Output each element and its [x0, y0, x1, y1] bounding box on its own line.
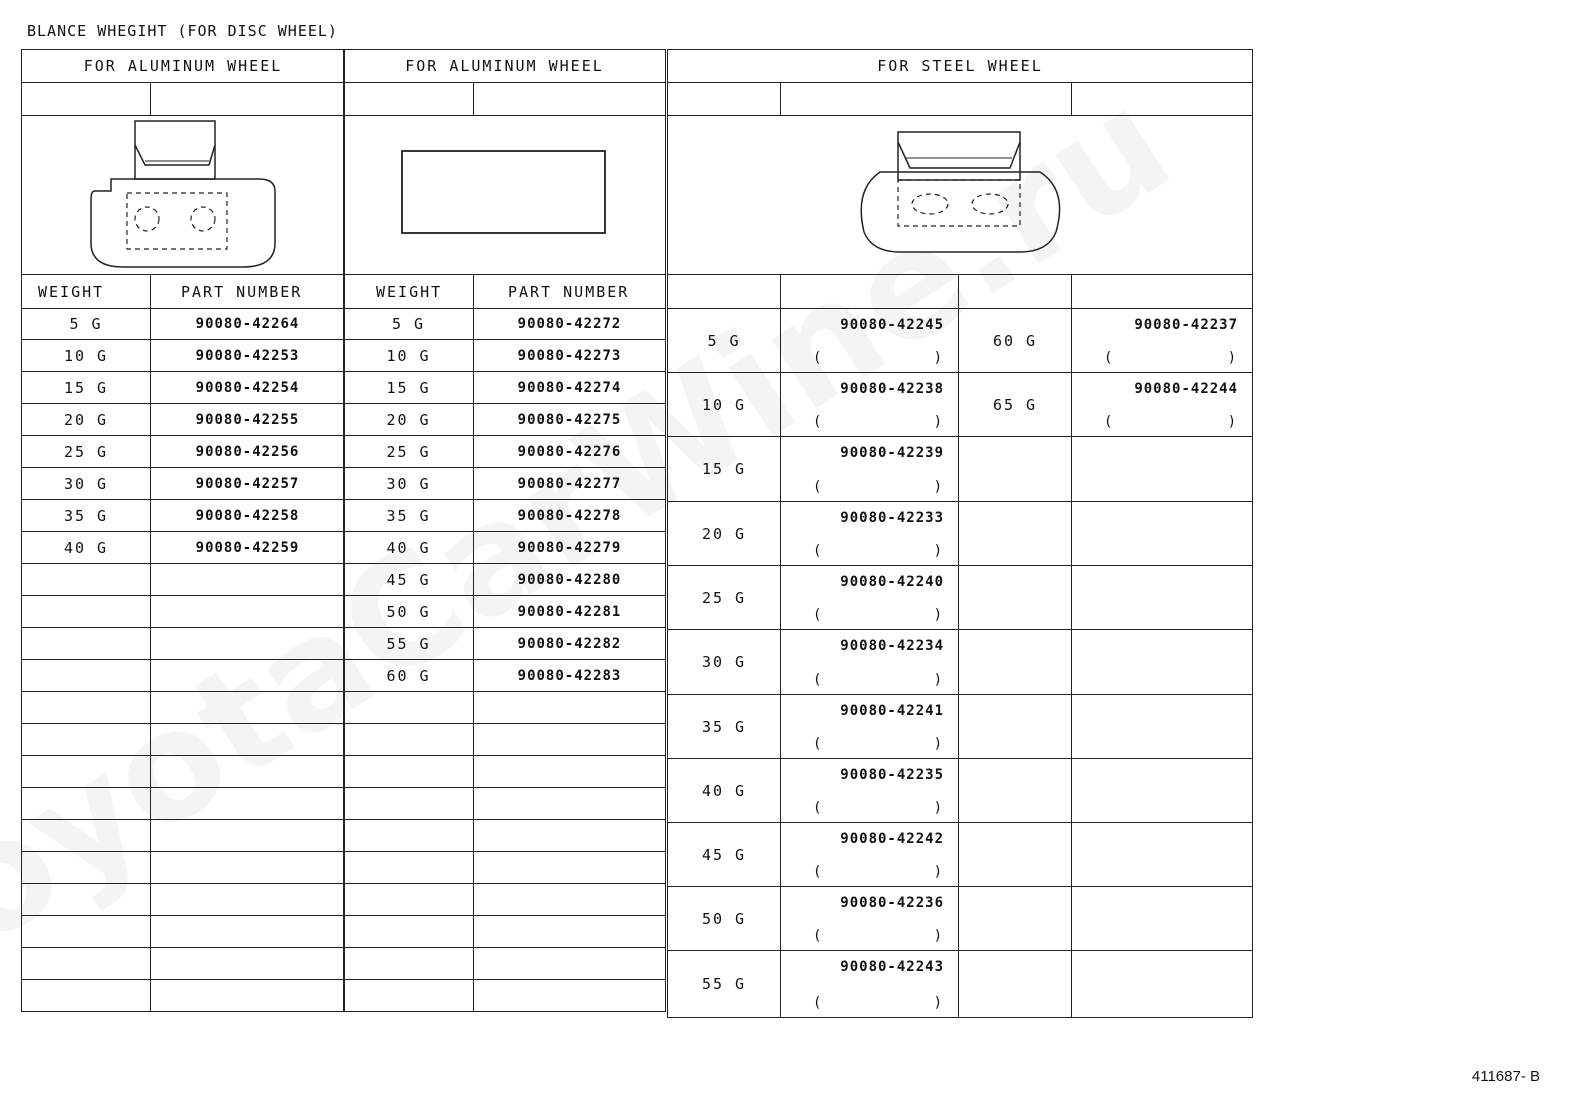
weight-column-header: WEIGHT	[344, 275, 474, 309]
table-row	[344, 564, 666, 596]
part-number-cell	[781, 695, 959, 759]
blank-cell	[1072, 951, 1253, 1018]
weight-value: 10 G	[22, 340, 151, 372]
part-number: 90080-42245	[840, 317, 944, 333]
weight-value: 20 G	[344, 404, 474, 436]
part-number: 90080-42282	[474, 628, 666, 660]
weight-value: 20 G	[668, 502, 781, 566]
part-number: 90080-42236	[840, 895, 944, 911]
weight-value: 5 G	[668, 309, 781, 373]
blank-cell	[959, 759, 1072, 823]
table-row	[22, 500, 345, 532]
table-row	[22, 532, 345, 564]
paren-open: (	[813, 928, 822, 944]
weight-value: 45 G	[344, 564, 474, 596]
part-number-column-header: PART NUMBER	[474, 275, 666, 309]
weight-value: 5 G	[344, 309, 474, 340]
blank-cell	[1072, 83, 1253, 116]
paren-open: (	[813, 995, 822, 1011]
table-row	[344, 532, 666, 564]
part-number: 90080-42276	[474, 436, 666, 468]
blank-cell	[344, 852, 474, 884]
blank-cell	[151, 948, 345, 980]
aluminum-clip-weight-table	[21, 49, 345, 1012]
blank-cell	[959, 437, 1072, 502]
weight-value: 15 G	[344, 372, 474, 404]
blank-cell	[959, 887, 1072, 951]
part-number: 90080-42273	[474, 340, 666, 372]
weight-value: 45 G	[668, 823, 781, 887]
part-number: 90080-42238	[840, 381, 944, 397]
blank-cell	[959, 275, 1072, 309]
weight-value: 25 G	[22, 436, 151, 468]
paren-close: )	[933, 350, 942, 366]
table-row	[344, 340, 666, 372]
weight-value: 5 G	[22, 309, 151, 340]
weight-value: 35 G	[22, 500, 151, 532]
blank-cell	[959, 823, 1072, 887]
part-number: 90080-42257	[151, 468, 345, 500]
part-number: 90080-42254	[151, 372, 345, 404]
paren-close: )	[1227, 414, 1237, 430]
document-id: 411687- B	[1471, 1068, 1540, 1085]
blank-cell	[22, 916, 151, 948]
blank-cell	[22, 724, 151, 756]
clip-weight-drawing	[83, 117, 283, 269]
aluminum-adhesive-weight-table	[343, 49, 666, 1012]
blank-cell	[151, 884, 345, 916]
part-number: 90080-42244	[1134, 381, 1239, 397]
blank-cell	[474, 788, 666, 820]
table-row	[668, 823, 1253, 887]
weight-value: 30 G	[668, 630, 781, 695]
part-number: 90080-42278	[474, 500, 666, 532]
table-row	[668, 437, 1253, 502]
blank-cell	[959, 951, 1072, 1018]
blank-cell	[22, 596, 151, 628]
blank-cell	[344, 756, 474, 788]
blank-cell	[22, 852, 151, 884]
weight-value: 60 G	[344, 660, 474, 692]
blank-cell	[1072, 437, 1253, 502]
blank-cell	[474, 916, 666, 948]
paren-close: )	[933, 414, 942, 430]
table-row	[344, 628, 666, 660]
paren-close: )	[933, 928, 942, 944]
blank-cell	[781, 83, 1072, 116]
table-row	[22, 468, 345, 500]
blank-cell	[151, 628, 345, 660]
blank-cell	[344, 724, 474, 756]
blank-cell	[151, 692, 345, 724]
part-number-column-header: PART NUMBER	[151, 275, 345, 309]
part-number-cell	[781, 502, 959, 566]
part-number-cell	[781, 823, 959, 887]
adhesive-weight-drawing	[400, 148, 610, 238]
part-number: 90080-42280	[474, 564, 666, 596]
table-row	[344, 468, 666, 500]
part-number: 90080-42233	[840, 510, 944, 526]
blank-cell	[474, 83, 666, 116]
part-number: 90080-42258	[151, 500, 345, 532]
paren-open: (	[1104, 350, 1113, 366]
blank-cell	[22, 564, 151, 596]
table-row	[344, 660, 666, 692]
weight-value: 35 G	[344, 500, 474, 532]
paren-close: )	[933, 672, 942, 688]
blank-cell	[1072, 887, 1253, 951]
table-row	[344, 500, 666, 532]
blank-cell	[474, 884, 666, 916]
blank-cell	[474, 756, 666, 788]
paren-open: (	[813, 543, 822, 559]
blank-cell	[344, 83, 474, 116]
blank-cell	[344, 820, 474, 852]
part-number-cell	[781, 437, 959, 502]
paren-close: )	[933, 800, 942, 816]
blank-cell	[151, 916, 345, 948]
table-row	[22, 309, 345, 340]
part-number: 90080-42240	[840, 574, 944, 590]
part-number: 90080-42255	[151, 404, 345, 436]
weight-value: 15 G	[668, 437, 781, 502]
part-number-cell	[781, 630, 959, 695]
blank-cell	[1072, 502, 1253, 566]
part-number: 90080-42242	[840, 831, 944, 847]
part-number: 90080-42264	[151, 309, 345, 340]
part-number: 90080-42283	[474, 660, 666, 692]
table-row	[668, 566, 1253, 630]
part-number-cell	[781, 759, 959, 823]
blank-cell	[22, 692, 151, 724]
blank-cell	[1072, 823, 1253, 887]
part-number: 90080-42277	[474, 468, 666, 500]
weight-value: 50 G	[344, 596, 474, 628]
blank-cell	[1072, 695, 1253, 759]
blank-cell	[959, 502, 1072, 566]
blank-cell	[22, 628, 151, 660]
blank-cell	[22, 980, 151, 1012]
table-row	[344, 309, 666, 340]
paren-open: (	[813, 736, 822, 752]
table-row	[22, 404, 345, 436]
blank-cell	[22, 660, 151, 692]
table-row	[344, 436, 666, 468]
blank-cell	[151, 660, 345, 692]
table-row	[22, 436, 345, 468]
part-number-cell	[1072, 309, 1253, 373]
table-row	[22, 372, 345, 404]
blank-cell	[22, 884, 151, 916]
part-number: 90080-42234	[840, 638, 944, 654]
weight-column-header: WEIGHT	[22, 275, 151, 309]
blank-cell	[344, 980, 474, 1012]
table-row	[344, 596, 666, 628]
blank-cell	[22, 788, 151, 820]
part-number: 90080-42239	[840, 445, 944, 461]
part-number: 90080-42274	[474, 372, 666, 404]
weight-illustration-cell	[22, 116, 345, 275]
weight-value: 25 G	[344, 436, 474, 468]
blank-cell	[151, 852, 345, 884]
weight-value: 40 G	[668, 759, 781, 823]
weight-value: 55 G	[344, 628, 474, 660]
table-row	[668, 502, 1253, 566]
page-title: BLANCE WHEGIHT (FOR DISC WHEEL)	[27, 22, 338, 40]
paren-close: )	[933, 864, 942, 880]
part-number-cell	[781, 951, 959, 1018]
weight-value: 65 G	[959, 373, 1072, 437]
table-row	[668, 373, 1253, 437]
blank-cell	[22, 820, 151, 852]
blank-cell	[668, 83, 781, 116]
paren-open: (	[813, 800, 822, 816]
part-number: 90080-42235	[840, 767, 944, 783]
table-row	[668, 309, 1253, 373]
blank-cell	[474, 724, 666, 756]
part-number: 90080-42259	[151, 532, 345, 564]
weight-value: 15 G	[22, 372, 151, 404]
blank-cell	[959, 630, 1072, 695]
weight-value: 40 G	[22, 532, 151, 564]
weight-value: 50 G	[668, 887, 781, 951]
paren-close: )	[933, 543, 942, 559]
paren-open: (	[813, 479, 822, 495]
blank-cell	[22, 83, 151, 116]
weight-value: 35 G	[668, 695, 781, 759]
part-number: 90080-42243	[840, 959, 944, 975]
weight-value: 30 G	[344, 468, 474, 500]
part-number: 90080-42279	[474, 532, 666, 564]
paren-close: )	[1227, 350, 1237, 366]
table-row	[668, 951, 1253, 1018]
blank-cell	[344, 692, 474, 724]
paren-open: (	[813, 864, 822, 880]
paren-close: )	[933, 607, 942, 623]
paren-open: (	[1104, 414, 1113, 430]
blank-cell	[344, 916, 474, 948]
table-row	[344, 404, 666, 436]
blank-cell	[151, 820, 345, 852]
part-number: 90080-42275	[474, 404, 666, 436]
steel-weight-table	[667, 49, 1253, 1018]
paren-open: (	[813, 672, 822, 688]
steel-clip-weight-drawing	[850, 128, 1070, 258]
table-row	[668, 887, 1253, 951]
weight-value: 55 G	[668, 951, 781, 1018]
blank-cell	[151, 83, 345, 116]
blank-cell	[151, 980, 345, 1012]
blank-cell	[151, 596, 345, 628]
blank-cell	[22, 948, 151, 980]
blank-cell	[1072, 275, 1253, 309]
blank-cell	[151, 564, 345, 596]
weight-value: 25 G	[668, 566, 781, 630]
part-number-cell	[781, 566, 959, 630]
blank-cell	[781, 275, 959, 309]
table-header: FOR ALUMINUM WHEEL	[22, 50, 345, 83]
blank-cell	[344, 788, 474, 820]
blank-cell	[1072, 759, 1253, 823]
part-number: 90080-42256	[151, 436, 345, 468]
blank-cell	[344, 948, 474, 980]
weight-value: 20 G	[22, 404, 151, 436]
table-row	[668, 695, 1253, 759]
blank-cell	[1072, 566, 1253, 630]
weight-value: 30 G	[22, 468, 151, 500]
paren-close: )	[933, 736, 942, 752]
paren-close: )	[933, 995, 942, 1011]
part-number: 90080-42253	[151, 340, 345, 372]
part-number-cell	[1072, 373, 1253, 437]
paren-open: (	[813, 414, 822, 430]
blank-cell	[959, 695, 1072, 759]
part-number: 90080-42281	[474, 596, 666, 628]
blank-cell	[474, 980, 666, 1012]
weight-illustration-cell	[668, 116, 1253, 275]
part-number-cell	[781, 887, 959, 951]
blank-cell	[151, 788, 345, 820]
blank-cell	[151, 724, 345, 756]
table-row	[344, 372, 666, 404]
blank-cell	[474, 692, 666, 724]
weight-value: 60 G	[959, 309, 1072, 373]
table-header: FOR ALUMINUM WHEEL	[344, 50, 666, 83]
table-row	[668, 759, 1253, 823]
part-number-cell	[781, 309, 959, 373]
table-row	[22, 340, 345, 372]
part-number: 90080-42237	[1134, 317, 1239, 333]
part-number: 90080-42272	[474, 309, 666, 340]
table-header: FOR STEEL WHEEL	[668, 50, 1253, 83]
blank-cell	[474, 820, 666, 852]
blank-cell	[474, 852, 666, 884]
weight-value: 40 G	[344, 532, 474, 564]
table-row	[668, 630, 1253, 695]
weight-value: 10 G	[344, 340, 474, 372]
weight-value: 10 G	[668, 373, 781, 437]
blank-cell	[344, 884, 474, 916]
blank-cell	[668, 275, 781, 309]
paren-open: (	[813, 350, 822, 366]
paren-close: )	[933, 479, 942, 495]
blank-cell	[1072, 630, 1253, 695]
blank-cell	[959, 566, 1072, 630]
blank-cell	[22, 756, 151, 788]
part-number-cell	[781, 373, 959, 437]
paren-open: (	[813, 607, 822, 623]
blank-cell	[151, 756, 345, 788]
weight-illustration-cell	[344, 116, 666, 275]
blank-cell	[474, 948, 666, 980]
part-number: 90080-42241	[840, 703, 944, 719]
